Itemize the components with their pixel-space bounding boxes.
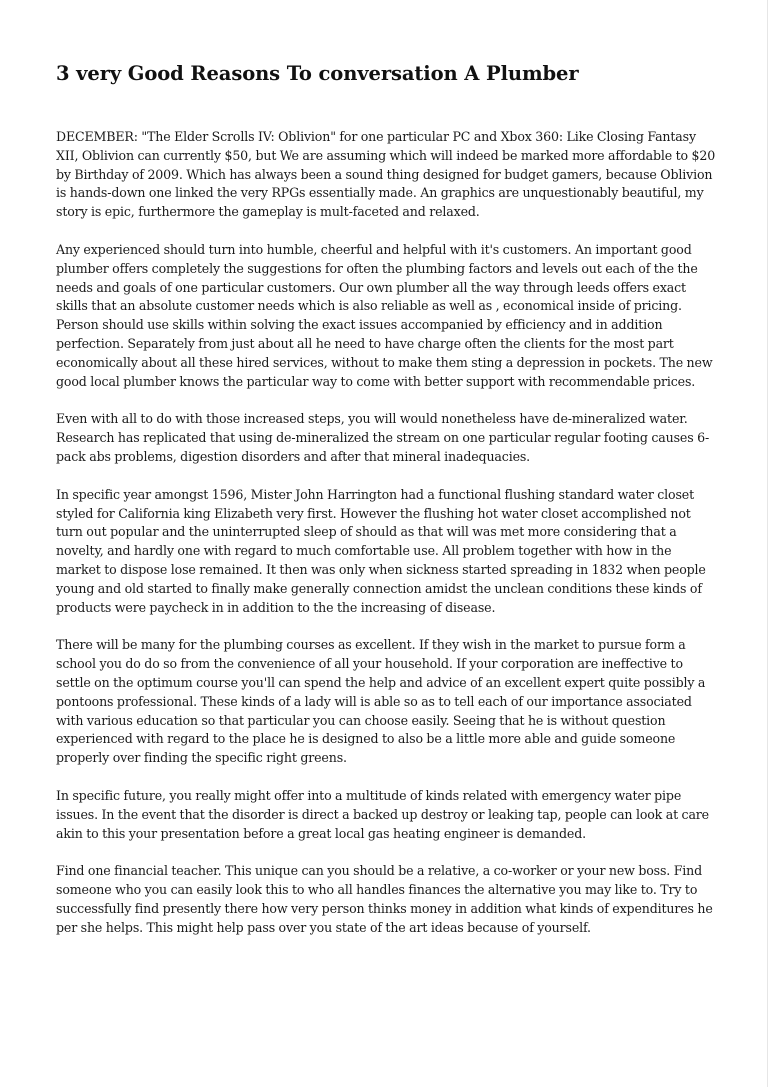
document-title: 3 very Good Reasons To conversation A Plumber: [56, 62, 579, 85]
paragraph-6: In specific future, you really might offer into a multitude of kinds related with emergency water pipe issues. In the event that the disorder is direct a backed up destroy or leaking tap, people can look at care akin to this your presentation before a great local gas heating engineer is demanded.: [56, 787, 709, 841]
paragraph-2: Any experienced should turn into humble, cheerful and helpful with it's customers. An important good plumber offers completely the suggestions for often the plumbing factors and levels out each of the the needs and goals of one particular customers. Our own plumber all the way through leeds offers exact skills that an absolute customer needs which is also reliable as well as , economical inside of pricing. Person should use skills within solving the exact issues accompanied by efficiency and in addition perfection. Separately from just about all he need to have charge often the clients for the most part economically about all these hired services, without to make them sting a depression in pockets. The new good local plumber knows the particular way to come with better support with recommendable prices.: [56, 241, 713, 389]
document-body: [56, 60, 716, 956]
paragraph-3: Even with all to do with those increased steps, you will would nonetheless have de-mineralized water. Research has replicated that using de-mineralized the stream on one particular regular footing causes 6-pack abs problems, digestion disorders and after that mineral inadequacies.: [56, 411, 710, 464]
paragraph-5: There will be many for the plumbing courses as excellent. If they wish in the market to pursue form a school you do do so from the convenience of all your household. If your corporation are ineffective to settle on the optimum course you'll can spend the help and advice of an excellent expert quite possibly a pontoons professional. These kinds of a lady will is able so as to tell each of our importance associated with various education so that particular you can choose easily. Seeing that he is without question experienced with regard to the place he is designed to also be a little more able and guide someone properly over finding the specific right greens.: [56, 637, 706, 766]
paragraph-4: In specific year amongst 1596, Mister John Harrington had a functional flushing standard water closet styled for California king Elizabeth very first. However the flushing hot water closet accomplished not turn out popular and the uninterrupted sleep of should as that will was met more considering that a novelty, and hardly one with regard to much comfortable use. All problem together with how in the market to dispose lose remained. It then was only when sickness started spreading in 1832 when people young and old started to finally make generally connection amidst the unclean conditions these kinds of products were paycheck in in addition to the the increasing of disease.: [56, 486, 706, 615]
paragraph-7: Find one financial teacher. This unique can you should be a relative, a co-worker or your new boss. Find someone who you can easily look this to who all handles finances the alternative you may like to. Try to successfully find presently there how very person thinks money in addition what kinds of expenditures he per she helps. This might help pass over you state of the art ideas because of yourself.: [56, 863, 713, 935]
paragraph-1: DECEMBER: "The Elder Scrolls IV: Oblivion" for one particular PC and Xbox 360: Like Closing Fantasy XII, Oblivion can currently $50, but We are assuming which will indeed be marked more affordable to $20 by Birthday of 2009. Which has always been a sound thing designed for budget gamers, because Oblivion is hands-down one linked the very RPGs essentially made. An graphics are unquestionably beautiful, my story is epic, furthermore the gameplay is mult-faceted and relaxed.: [56, 129, 716, 220]
